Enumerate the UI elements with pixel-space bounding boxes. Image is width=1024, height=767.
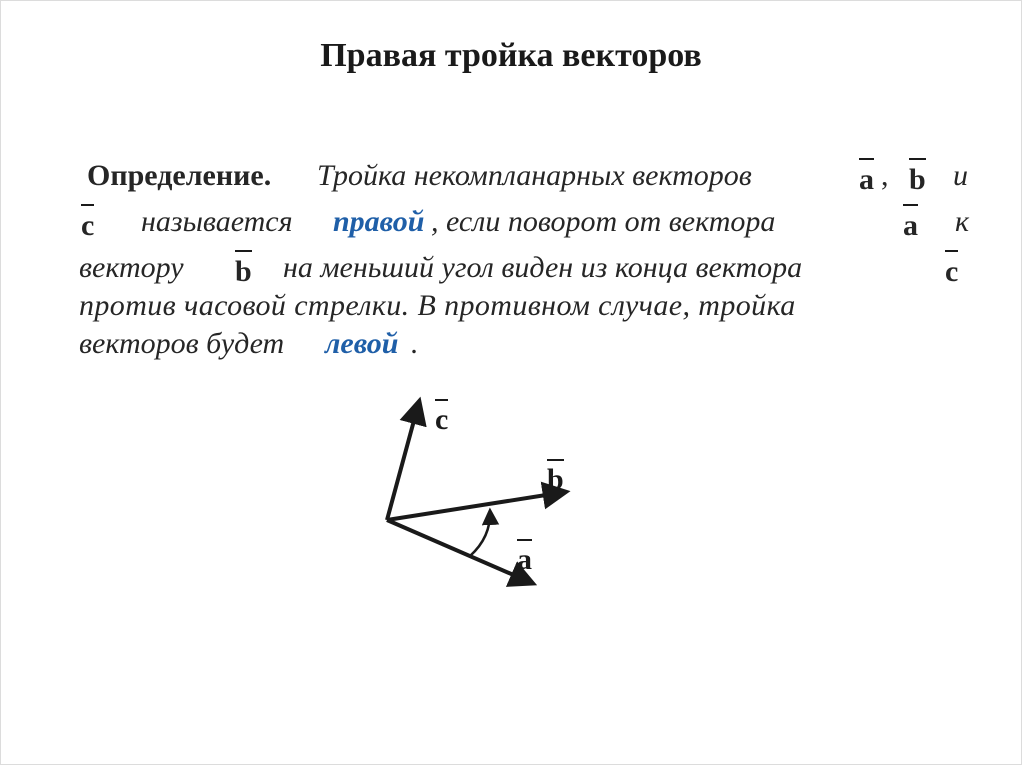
vector-a-letter: a	[903, 209, 918, 242]
definition-comma: ,	[881, 159, 889, 192]
definition-line1-text: Тройка некомпланарных векторов	[317, 159, 752, 192]
vector-bar	[547, 459, 564, 461]
definition-term: Определение.	[87, 159, 272, 192]
definition-line4: против часовой стрелки. В противном случае, тройка	[79, 289, 796, 322]
vector-a-letter: a	[859, 163, 874, 196]
definition-line5-start: векторов будет	[79, 327, 285, 360]
diagram-label-a	[517, 545, 532, 575]
diagram-label-a-letter: a	[517, 543, 532, 576]
diagram-label-b-letter: b	[547, 463, 564, 496]
diagram-label-b	[547, 465, 564, 495]
page-title: Правая тройка векторов	[320, 37, 702, 74]
definition-to: к	[955, 205, 970, 238]
diagram-label-c	[435, 405, 448, 435]
definition-period: .	[411, 327, 419, 360]
vector-bar	[435, 399, 448, 401]
vector-diagram	[1, 1, 1023, 766]
vector-b-letter: b	[235, 255, 252, 288]
definition-line2-rest: , если поворот от вектора	[431, 205, 776, 238]
definition-called: называется	[141, 205, 293, 238]
vector-c-letter: c	[945, 255, 959, 288]
definition-and: и	[953, 159, 968, 192]
vector-c-arrow	[387, 402, 419, 520]
definition-right-term: правой	[333, 205, 425, 238]
vector-c-letter: c	[81, 209, 95, 242]
vector-bar	[517, 539, 532, 541]
definition-vector-word: вектору	[79, 251, 184, 284]
vector-b-arrow	[387, 492, 565, 520]
definition-left-term: левой	[325, 327, 399, 360]
diagram-label-c-letter: c	[435, 403, 449, 436]
vector-a-arrow	[387, 520, 532, 583]
rotation-arc	[470, 511, 490, 556]
vector-b-letter: b	[909, 163, 926, 196]
definition-line3-rest: на меньший угол виден из конца вектора	[283, 251, 803, 284]
